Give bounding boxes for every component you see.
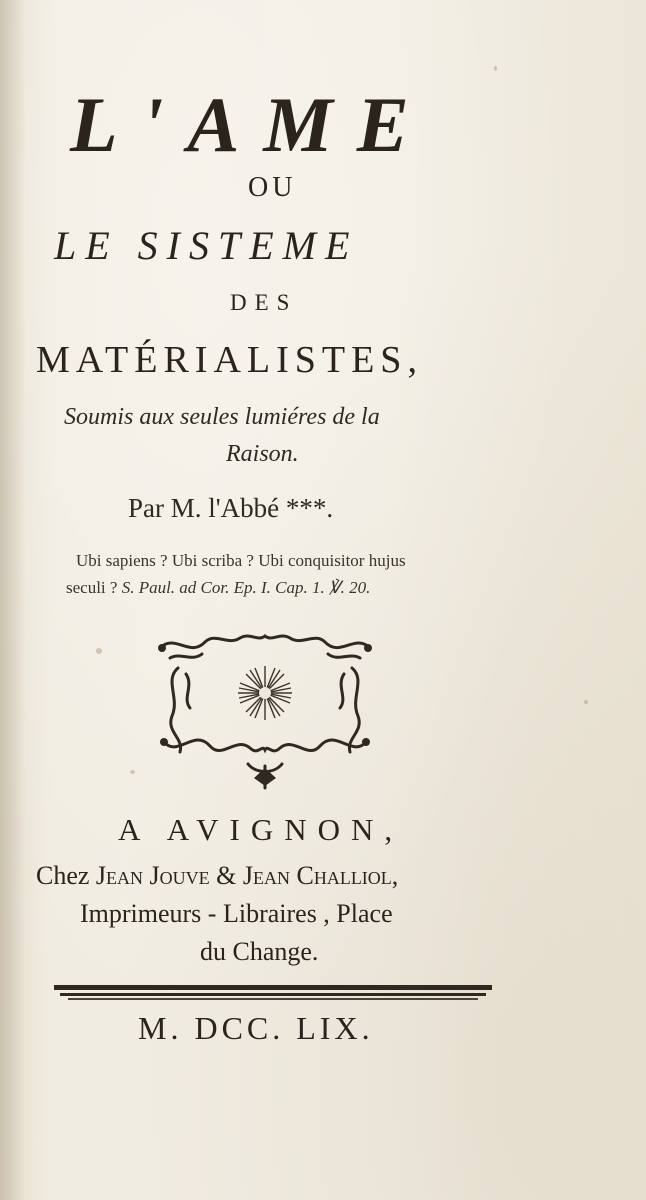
double-rule-divider [54,982,492,1004]
imprint-printers-line [36,861,516,891]
sunburst-scroll-cartouche-icon [150,628,380,792]
subtitle-line-2: DES [230,290,298,315]
title-conjunction: OU [248,172,297,203]
subtitle-line-4: Soumis aux seules lumiéres de la [64,404,380,430]
foxing-spot [130,770,135,774]
subtitle-line-5: Raison. [226,441,299,467]
spine-shadow [0,0,26,1200]
epigraph-line-1: Ubi sapiens ? Ubi scriba ? Ubi conquisitor hujus [76,551,406,570]
imprint-city: A AVIGNON, [118,812,404,847]
imprint-role: Imprimeurs - Libraires , Place [80,899,393,928]
epigraph-text: seculi ? [66,578,118,597]
book-title: L'AME [70,81,433,168]
publication-date: M. DCC. LIX. [138,1010,374,1046]
subtitle-line-1: LE SISTEME [54,223,359,268]
epigraph-line-2 [66,578,506,598]
foxing-spot [494,66,497,71]
foxing-spot [584,700,588,704]
subtitle-line-3: MATÉRIALISTES, [36,339,423,381]
foxing-spot [96,648,102,654]
imprint-chez: Chez [36,861,90,890]
imprint-place: du Change. [200,937,319,966]
imprint-printers: Jean Jouve & Jean Challiol, [95,861,399,890]
epigraph-reference: S. Paul. ad Cor. Ep. I. Cap. 1. ℣. 20. [121,578,371,597]
author-line: Par M. l'Abbé ***. [128,493,334,523]
